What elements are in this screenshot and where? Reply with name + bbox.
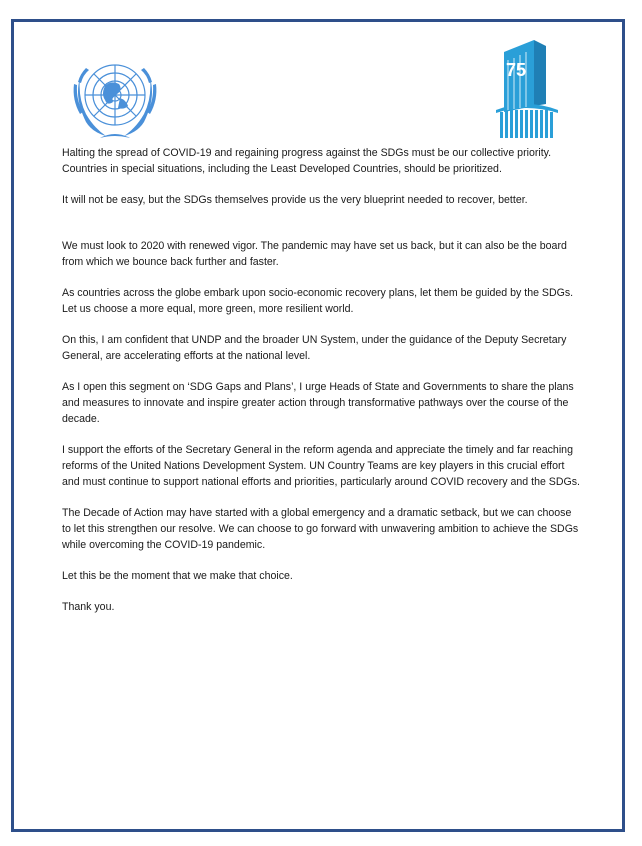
un-emblem-icon — [60, 48, 170, 146]
paragraph-3: We must look to 2020 with renewed vigor. The pandemic may have set us back, but it can also be the board from which we bounce back further and faster. — [62, 240, 567, 268]
un75-number: 75 — [506, 60, 527, 80]
paragraph-2: It will not be easy, but the SDGs themselves provide us the very blueprint needed to recover, better. — [62, 194, 528, 206]
paragraph-7: I support the efforts of the Secretary General in the reform agenda and appreciate the timely and far reaching reforms of the United Nations Development System. UN Country Teams are key players in this crucial effort and must continue to support national efforts and priorities, particularly around COVID recovery and the SDGs. — [62, 444, 580, 488]
paragraph-4: As countries across the globe embark upon socio-economic recovery plans, let them be guided by the SDGs. Let us choose a more equal, more green, more resilient world. — [62, 287, 574, 315]
paragraph-6: As I open this segment on ‘SDG Gaps and Plans’, I urge Heads of State and Governments to share the plans and measures to innovate and inspire greater action through transformative pathways over the course of the decade. — [62, 381, 574, 425]
letter-body — [62, 145, 582, 630]
closing: Thank you. — [62, 601, 115, 613]
paragraph-1: Halting the spread of COVID-19 and regaining progress against the SDGs must be our collective priority. Countries in special situations, including the Least Developed Countries, should be prioritized. — [62, 147, 552, 175]
paragraph-8: The Decade of Action may have started with a global emergency and a dramatic setback, but we can choose to let this strengthen our resolve. We can choose to go forward with unwavering ambition to achieve the SDGs while overcoming the COVID-19 pandemic. — [62, 507, 579, 551]
un75-icon — [494, 30, 560, 142]
paragraph-9: Let this be the moment that we make that choice. — [62, 570, 293, 582]
paragraph-5: On this, I am confident that UNDP and the broader UN System, under the guidance of the Deputy Secretary General, are accelerating efforts at the national level. — [62, 334, 567, 362]
